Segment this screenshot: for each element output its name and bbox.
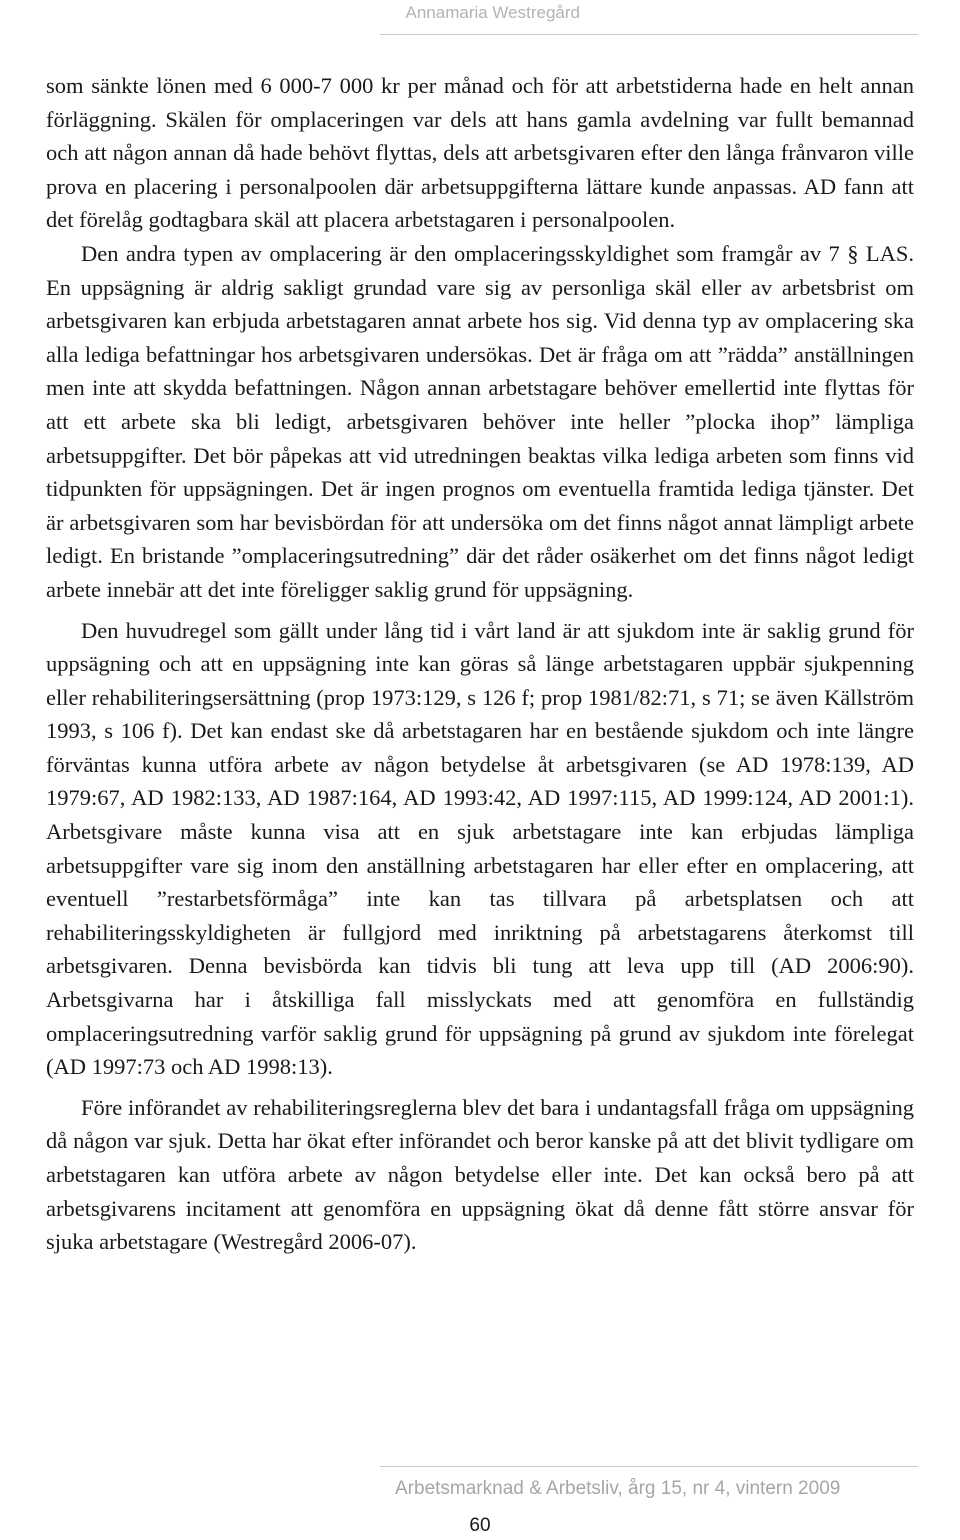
page-number: 60: [469, 1515, 491, 1536]
footer-journal: Arbetsmarknad & Arbetsliv, årg 15, nr 4, vintern 2009: [395, 1478, 841, 1499]
paragraph-omplacering: Den andra typen av omplacering är den omplaceringsskyldighet som framgår av 7 § LAS. En uppsägning är aldrig sakligt grundad vare sig av personliga skäl eller av arbetsbrist om arbetsgivaren kan erbjuda arbetstagaren annat arbete hos sig. Vid denna typ av omplacering ska alla lediga befattningar hos arbetsgivaren undersökas. Det är fråga om att ”rädda” anställningen men inte att skydda befattningen. Någon annan arbetstagare behöver emellertid inte flyttas för att ett arbete ska bli ledigt, arbetsgivaren behöver inte heller ”plocka ihop” lämpliga arbetsuppgifter. Det bör påpekas att vid utredningen beaktas vilka lediga arbeten som finns vid tidpunkten för uppsägningen. Det är ingen prognos om eventuella framtida lediga tjänster. Det är arbetsgivaren som har bevisbördan för att undersöka om det finns något annat lämpligt arbete ledigt. En bristande ”omplaceringsutredning” där det råder osäkerhet om det finns något ledigt arbete innebär att det inte föreligger saklig grund för uppsägning.: [46, 240, 914, 602]
paragraph-continuation: som sänkte lönen med 6 000-7 000 kr per månad och för att arbetstiderna hade en helt annan förläggning. Skälen för omplaceringen var dels att hans gamla avdelning var fullt bemannad och att någon annan då hade behövt flyttas, dels att arbetsgivaren efter den långa frånvaron ville prova en placering i personalpoolen där arbetsuppgifterna lättare kunde anpassas. AD fann att det förelåg godtagbara skäl att placera arbetstagaren i personalpoolen.: [46, 73, 914, 233]
header-rule: [380, 34, 918, 35]
article-body: [46, 69, 914, 1259]
running-header: [0, 0, 580, 34]
paragraph-huvudregel: Den huvudregel som gällt under lång tid i vårt land är att sjukdom inte är saklig grund för uppsägning och att en uppsägning inte kan göras så länge arbetstagaren uppbär sjukpenning eller rehabiliteringsersättning (prop 1973:129, s 126 f; prop 1981/82:71, s 71; se även Källström 1993, s 106 f). Det kan endast ske då arbetstagaren har en bestående sjukdom och inte längre förväntas kunna utföra arbete av någon betydelse åt arbetsgivaren (se AD 1978:139, AD 1979:67, AD 1982:133, AD 1987:164, AD 1993:42, AD 1997:115, AD 1999:124, AD 2001:1). Arbetsgivare måste kunna visa att en sjuk arbetstagare inte kan erbjudas lämpliga arbetsuppgifter vare sig inom den anställning arbetstagaren har eller efter en omplacering, att eventuell ”restarbetsförmåga” inte kan tas tillvara på arbetsplatsen och att rehabiliteringsskyldigheten är fullgjord med inriktning på arbetstagarens återkomst till arbetsgivaren. Denna bevisbörda kan tidvis bli tung att leva upp till (AD 2006:90). Arbetsgivarna har i åtskilliga fall misslyckats med att genomföra en fullständig omplaceringsutredning varför saklig grund för uppsägning på grund av sjukdom inte förelegat (AD 1997:73 och AD 1998:13).: [46, 617, 914, 1080]
paragraph-rehabilitering: Före införandet av rehabiliteringsreglerna blev det bara i undantagsfall fråga om uppsägning då någon var sjuk. Detta har ökat efter införandet och beror kanske på att det blivit tydligare om arbetstagaren kan utföra arbete av någon betydelse eller inte. Det kan också bero på att arbetsgivarens incitament att genomföra en uppsägning ökat då denne fått större ansvar för sjuka arbetstagare (Westregård 2006-07).: [46, 1094, 914, 1255]
running-footer: [0, 1478, 960, 1500]
header-author: Annamaria Westregård: [405, 3, 580, 22]
footer-rule: [380, 1466, 918, 1467]
